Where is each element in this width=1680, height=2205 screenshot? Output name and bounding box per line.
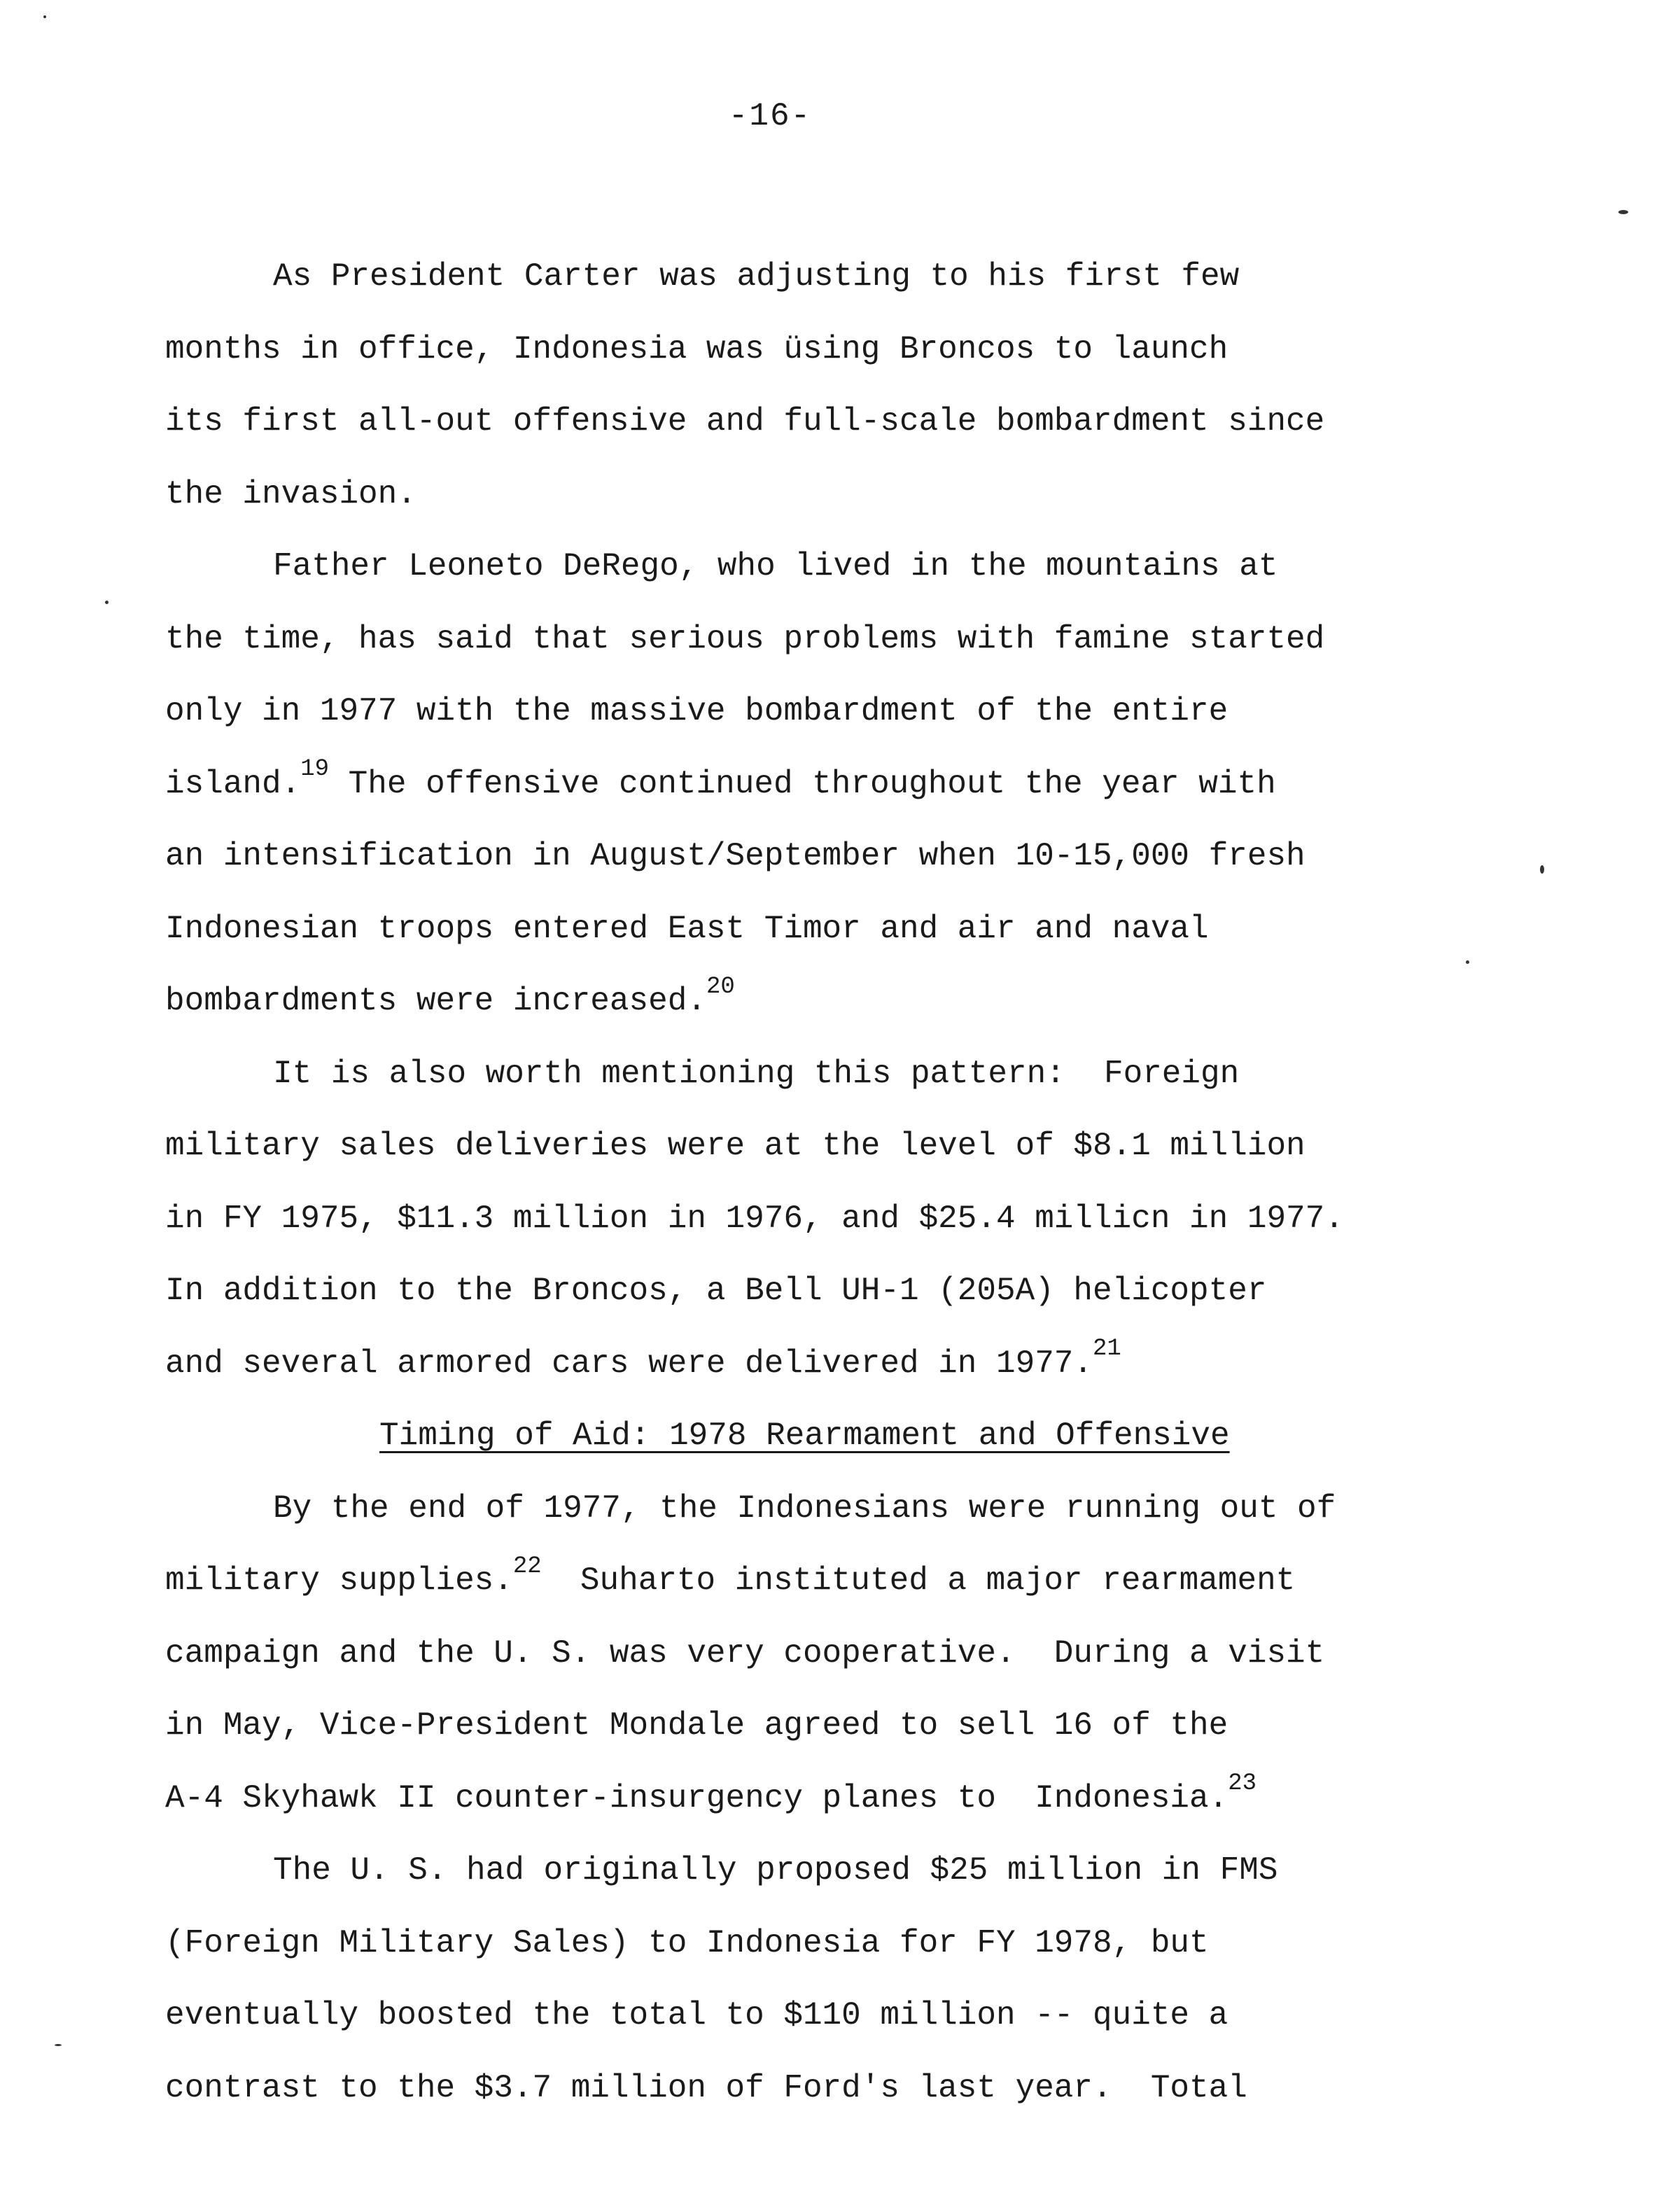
page-number: -16- bbox=[728, 98, 812, 134]
text-line: (Foreign Military Sales) to Indonesia for FY 1978, but bbox=[165, 1924, 1209, 1961]
text-line: its first all-out offensive and full-scale bombardment since bbox=[165, 403, 1325, 440]
text-line: It is also worth mentioning this pattern: Foreign bbox=[273, 1055, 1240, 1092]
text-line bbox=[165, 1763, 1516, 1835]
paragraph-4 bbox=[165, 1473, 1516, 1835]
footnote-ref: 23 bbox=[1228, 1770, 1257, 1798]
text-line bbox=[165, 965, 1516, 1038]
text-fragment: A-4 Skyhawk II counter-insurgency planes to Indonesia. bbox=[165, 1779, 1228, 1816]
document-body bbox=[165, 241, 1516, 2124]
scan-speck bbox=[55, 2044, 62, 2046]
text-fragment: military supplies. bbox=[165, 1562, 513, 1599]
text-line bbox=[165, 1545, 1516, 1618]
text-line: eventually boosted the total to $110 million -- quite a bbox=[165, 1997, 1228, 2033]
text-line bbox=[165, 1328, 1516, 1401]
text-line: military sales deliveries were at the level of $8.1 million bbox=[165, 1128, 1306, 1164]
text-line: campaign and the U. S. was very cooperative. During a visit bbox=[165, 1634, 1325, 1672]
scan-speck bbox=[1540, 865, 1544, 874]
text-line: As President Carter was adjusting to his first few bbox=[273, 258, 1240, 295]
text-line bbox=[165, 748, 1516, 821]
footnote-ref: 22 bbox=[512, 1553, 542, 1580]
scan-speck bbox=[1618, 210, 1628, 214]
text-fragment: The offensive continued throughout the year with bbox=[329, 765, 1276, 802]
footnote-ref: 20 bbox=[706, 973, 735, 1000]
scan-speck bbox=[1466, 960, 1469, 964]
paragraph-1 bbox=[165, 241, 1516, 531]
text-line: Father Leoneto DeRego, who lived in the mountains at bbox=[273, 548, 1278, 584]
paragraph-2 bbox=[165, 531, 1516, 1038]
text-line: in May, Vice-President Mondale agreed to sell 16 of the bbox=[165, 1707, 1228, 1744]
text-line: contrast to the $3.7 million of Ford's last year. Total bbox=[165, 2069, 1247, 2106]
text-fragment: Suharto instituted a major rearmament bbox=[541, 1562, 1296, 1599]
text-fragment: bombardments were increased. bbox=[165, 983, 706, 1019]
text-line: the invasion. bbox=[165, 475, 416, 512]
section-heading-text: Timing of Aid: 1978 Rearmament and Offensive bbox=[379, 1418, 1230, 1454]
paragraph-5 bbox=[165, 1835, 1516, 2124]
text-fragment: and several armored cars were delivered in 1977. bbox=[165, 1345, 1093, 1382]
text-line: Indonesian troops entered East Timor and air and naval bbox=[165, 910, 1209, 947]
section-heading bbox=[165, 1400, 1516, 1473]
text-line: In addition to the Broncos, a Bell UH-1 (205A) helicopter bbox=[165, 1273, 1267, 1309]
text-line: By the end of 1977, the Indonesians were running out of bbox=[273, 1490, 1336, 1527]
text-line: an intensification in August/September when 10-15,000 fresh bbox=[165, 838, 1306, 874]
text-line: the time, has said that serious problems with famine started bbox=[165, 620, 1325, 657]
paragraph-3 bbox=[165, 1038, 1516, 1401]
text-line: in FY 1975, $11.3 million in 1976, and $25.4 millicn in 1977. bbox=[165, 1200, 1344, 1237]
text-line: months in office, Indonesia was üsing Broncos to launch bbox=[165, 330, 1228, 368]
text-line: only in 1977 with the massive bombardment of the entire bbox=[165, 693, 1228, 729]
scan-speck bbox=[105, 601, 108, 604]
footnote-ref: 21 bbox=[1093, 1336, 1121, 1363]
text-line: The U. S. had originally proposed $25 million in FMS bbox=[273, 1852, 1278, 1889]
text-fragment: island. bbox=[165, 765, 301, 802]
scan-speck bbox=[43, 15, 46, 18]
footnote-ref: 19 bbox=[300, 756, 330, 783]
